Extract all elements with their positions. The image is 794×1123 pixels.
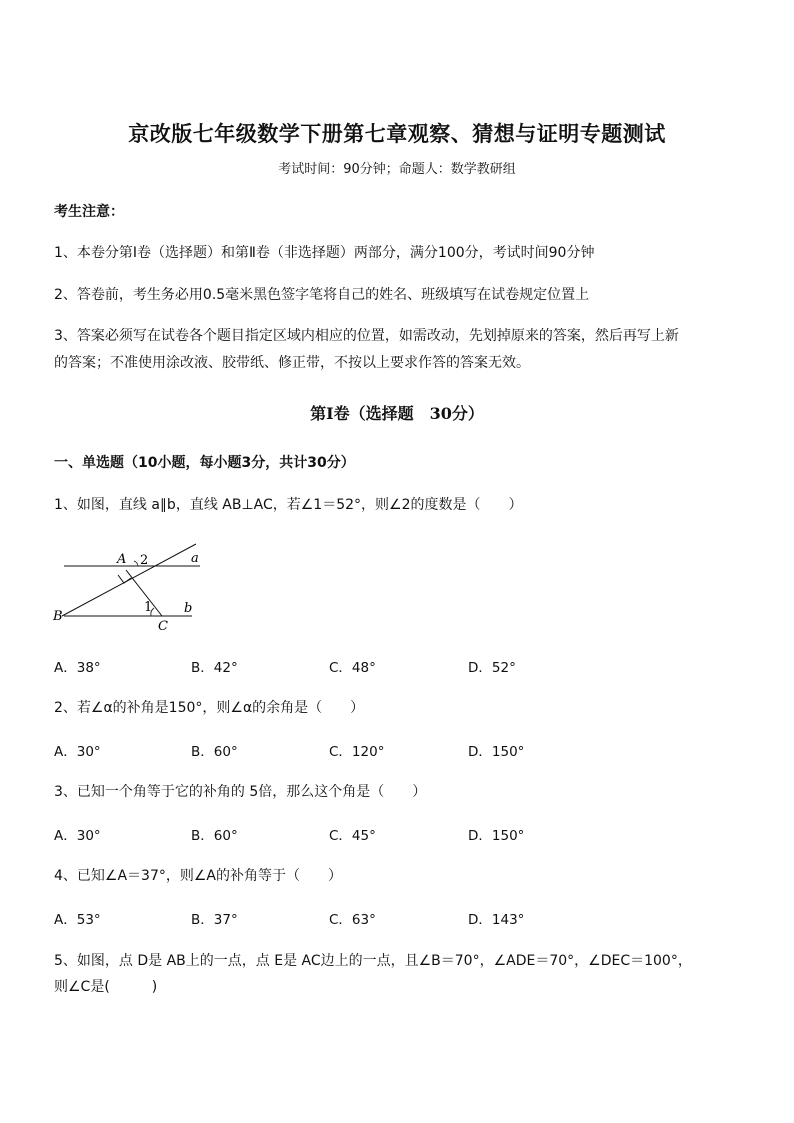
notice-item-3-cont: 的答案；不准使用涂改液、胶带纸、修正带，不按以上要求作答的答案无效。 xyxy=(54,355,530,371)
question-5-stem: 5、如图，点 D是 AB上的一点，点 E是 AC边上的一点，且∠B＝70°，∠ADE＝70°，∠DEC＝100°， xyxy=(54,953,692,969)
label-b: b xyxy=(184,601,193,616)
page-title: 京改版七年级数学下册第七章观察、猜想与证明专题测试 xyxy=(128,121,666,146)
question-5-stem-cont: 则∠C是( ) xyxy=(54,979,158,995)
question-4-option-b: B．37° xyxy=(191,912,238,928)
question-2-option-d: D．150° xyxy=(468,744,525,760)
notice-item-1: 1、本卷分第Ⅰ卷（选择题）和第Ⅱ卷（非选择题）两部分，满分100分，考试时间90分钟 xyxy=(54,245,595,261)
label-B: B xyxy=(53,609,63,624)
question-2-option-c: C．120° xyxy=(329,744,385,760)
notice-item-3: 3、答案必须写在试卷各个题目指定区域内相应的位置，如需改动，先划掉原来的答案，然后再写上新 xyxy=(54,328,679,344)
question-4-option-a: A．53° xyxy=(54,912,101,928)
section-title: 第Ⅰ卷（选择题 30分） xyxy=(310,404,484,423)
question-1-option-a: A．38° xyxy=(54,660,101,676)
question-3-option-d: D．150° xyxy=(468,828,525,844)
question-2-stem: 2、若∠α的补角是150°，则∠α的余角是（ ） xyxy=(54,700,365,716)
question-1-option-d: D．52° xyxy=(468,660,516,676)
label-2: 2 xyxy=(140,553,149,568)
question-3-option-c: C．45° xyxy=(329,828,376,844)
question-1-option-c: C．48° xyxy=(329,660,376,676)
notice-item-2: 2、答卷前，考生务必用0.5毫米黑色签字笔将自己的姓名、班级填写在试卷规定位置上 xyxy=(54,287,590,303)
label-a: a xyxy=(191,551,199,566)
angle-2-arc xyxy=(134,561,138,566)
notice-heading: 考生注意： xyxy=(54,204,124,220)
question-2-option-a: A．30° xyxy=(54,744,101,760)
question-1-stem: 1、如图，直线 a∥b，直线 AB⊥AC，若∠1＝52°，则∠2的度数是（ ） xyxy=(54,497,523,513)
question-1-option-b: B．42° xyxy=(191,660,238,676)
question-3-stem: 3、已知一个角等于它的补角的 5倍，那么这个角是（ ） xyxy=(54,784,427,800)
question-2-option-b: B．60° xyxy=(191,744,238,760)
question-3-option-a: A．30° xyxy=(54,828,101,844)
question-1-figure xyxy=(50,540,210,640)
exam-info: 考试时间：90分钟；命题人：数学教研组 xyxy=(278,162,516,177)
label-C: C xyxy=(158,619,168,634)
label-A: A xyxy=(117,552,127,567)
question-4-option-c: C．63° xyxy=(329,912,376,928)
label-1: 1 xyxy=(144,600,153,615)
part-heading: 一、单选题（10小题，每小题3分，共计30分） xyxy=(54,455,355,471)
question-3-option-b: B．60° xyxy=(191,828,238,844)
question-4-option-d: D．143° xyxy=(468,912,525,928)
question-4-stem: 4、已知∠A＝37°，则∠A的补角等于（ ） xyxy=(54,868,342,884)
right-angle-mark xyxy=(118,575,131,583)
